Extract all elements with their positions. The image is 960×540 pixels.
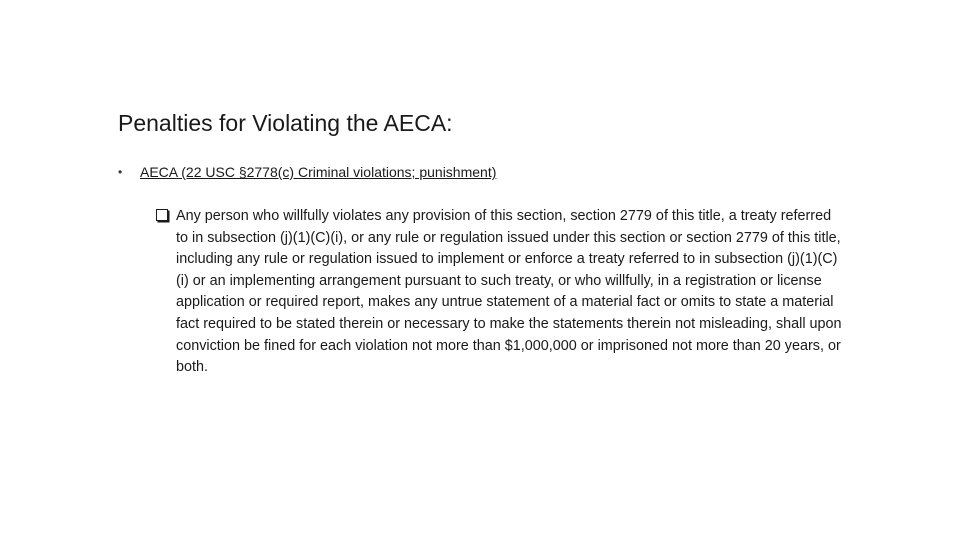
checkbox-square-icon <box>156 209 168 221</box>
sub-bullet-item <box>156 206 846 379</box>
bullet-item <box>118 162 496 182</box>
slide-title: Penalties for Violating the AECA: <box>118 110 453 136</box>
statute-link[interactable]: AECA (22 USC §2778(c) Criminal violations; punishment) <box>140 164 497 180</box>
bullet-marker: • <box>118 165 123 179</box>
sub-bullet-text: Any person who willfully violates any provision of this section, section 2779 of this title, a treaty referred to in subsection (j)(1)(C)(i), or any rule or regulation issued under this section or section 2779 of this title, including any rule or regulation issued to implement or enforce a treaty referred to in subsection (j)(1)(C)(i) or an implementing arrangement pursuant to such treaty, or who willfully, in a registration or license application or required report, makes any untrue statement of a material fact or omits to state a material fact required to be stated therein or necessary to make the statements therein not misleading, shall upon conviction be fined for each violation not more than $1,000,000 or imprisoned not more than 20 years, or both. <box>176 208 842 376</box>
